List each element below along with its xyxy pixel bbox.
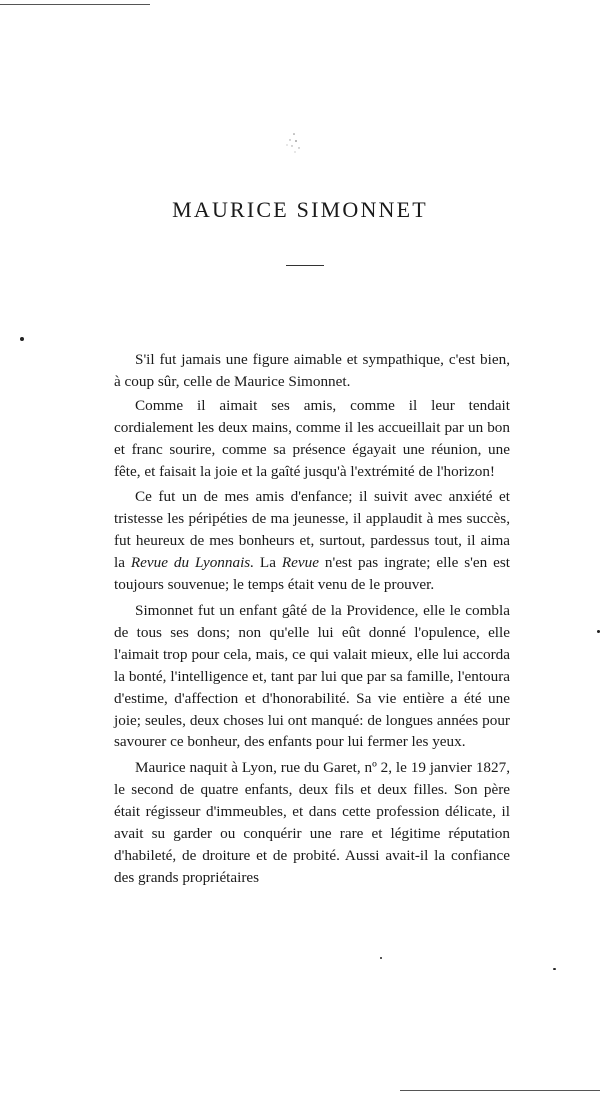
chapter-title: MAURICE SIMONNET [172, 197, 428, 222]
paragraph: Simonnet fut un enfant gâté de la Providence, elle le combla de tous ses dons; non qu'elle lui eût donné l'opulence, elle l'aimait trop pour cela, mais, ce qui valait mieux, elle lui accorda la bonté, l'intelligence et, tant par lui que par sa famille, l'entoura d'estime, d'affection et d'honorabilité. Sa vie entière a été une joie; seules, deux choses lui ont manqué: de longues années pour savourer ce bonheur, des enfants pour lui fermer les yeux. [114, 601, 510, 751]
top-edge-rule [0, 4, 150, 5]
paragraph: Comme il aimait ses amis, comme il leur tendait cordialement les deux mains, comme il les accueillait par un bon et franc sourire, comme sa présence égayait une réunion, une fête, et faisait la joie et la gaîté jusqu'à l'extrémité de l'horizon! [114, 396, 510, 480]
ink-speck [553, 968, 556, 970]
paragraph: Maurice naquit à Lyon, rue du Garet, nº 2, le 19 janvier 1827, le second de quatre enfants, deux fils et deux filles. Son père était régisseur d'immeubles, et dans cette profession délicate, il avait su garder ou conquérir une rare et légitime réputation d'habileté, de droiture et de probité. Aussi avait-il la confiance des grands propriétaires [114, 759, 510, 886]
ink-speck [380, 957, 382, 959]
journal-short-title: Revue [281, 554, 319, 572]
paragraph-text: La [254, 554, 282, 572]
paragraph: S'il fut jamais une figure aimable et sympathique, c'est bien, à coup sûr, celle de Maurice Simonnet. [114, 351, 510, 390]
journal-title: Revue du Lyonnais. [130, 554, 255, 572]
body-text [114, 349, 510, 893]
ink-speck [20, 337, 24, 341]
bottom-edge-rule [400, 1090, 600, 1091]
paragraph-text: n'est pas ingrate; elle s'en est toujours souvenue; le temps était venu de le prouver. [114, 554, 510, 594]
printer-ornament [280, 130, 310, 156]
title-separator-rule [286, 265, 324, 266]
paragraph [114, 486, 510, 596]
paragraph-text: Ce fut un de mes amis d'enfance; il suivit avec anxiété et tristesse les péripéties de ma jeunesse, il applaudit à mes succès, fut heureux de mes bonheurs et, surtout, pardessus tout, il aima la [114, 488, 510, 572]
